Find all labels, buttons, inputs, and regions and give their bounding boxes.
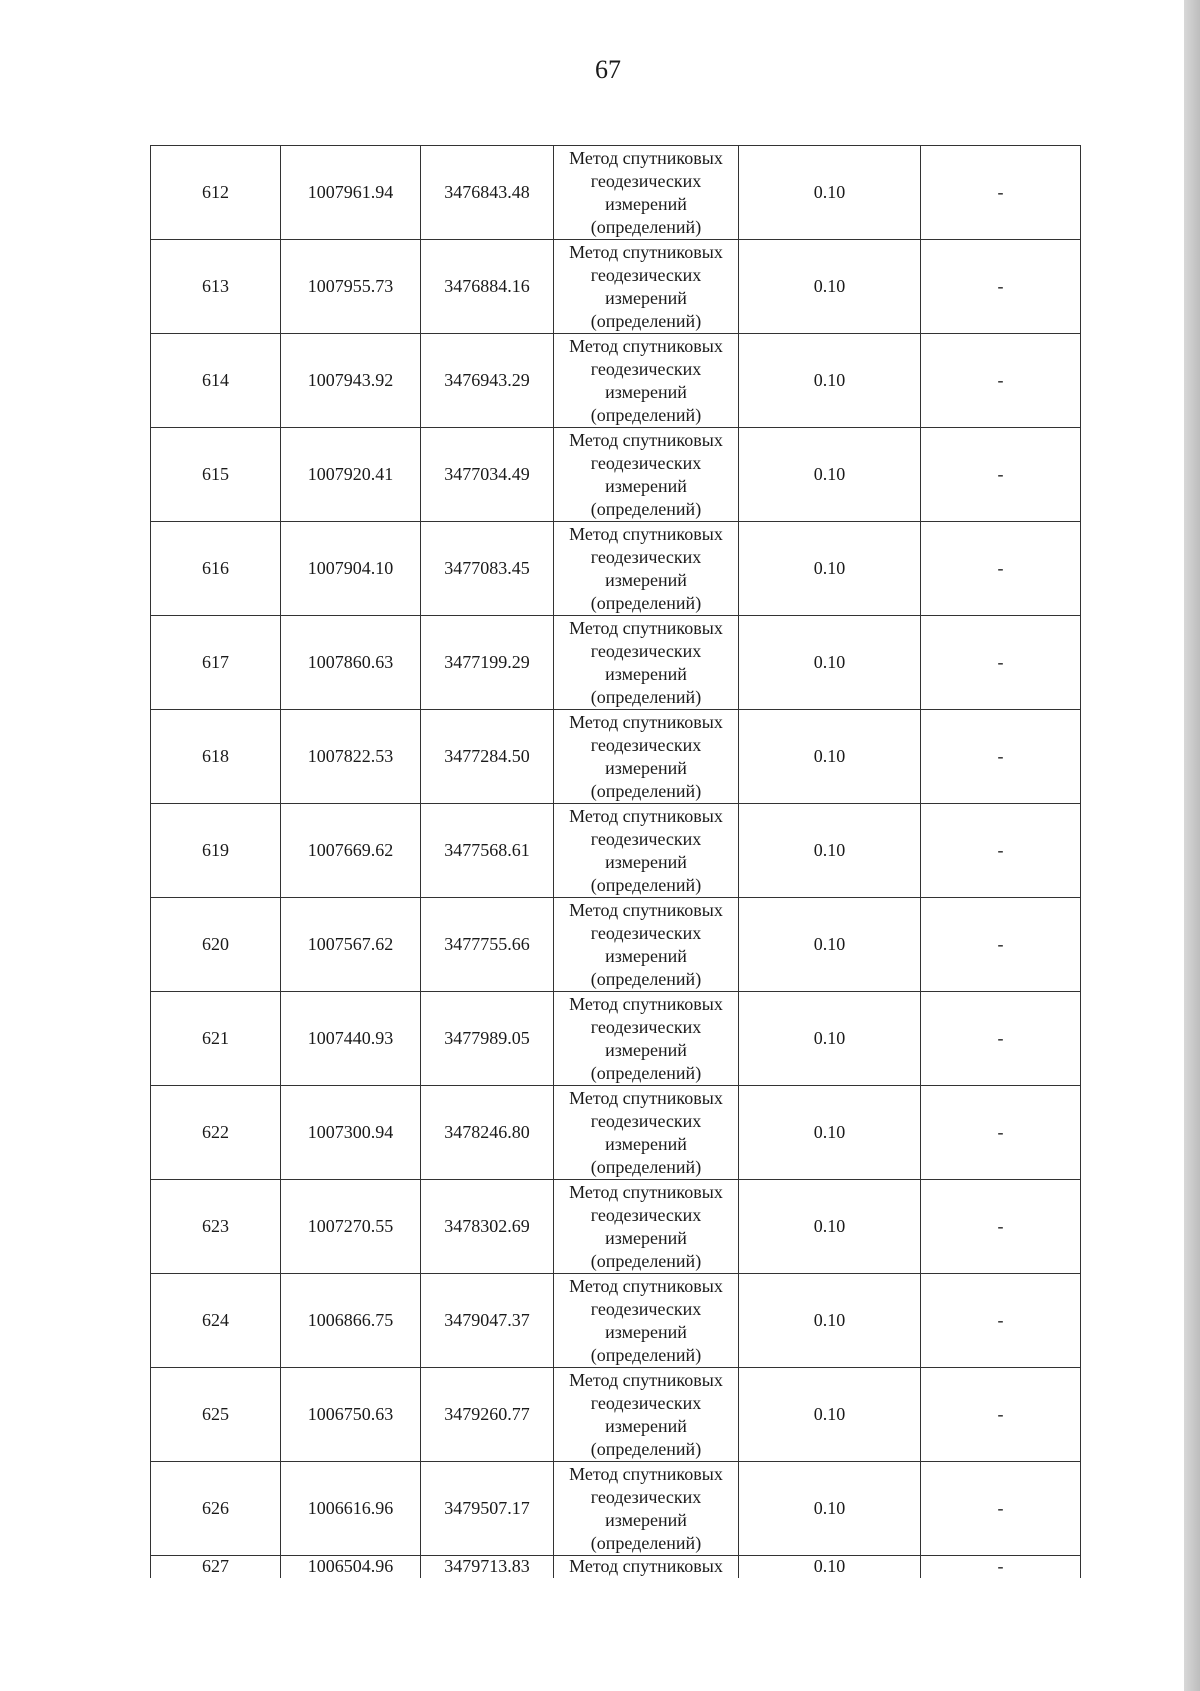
method-line: геодезических bbox=[590, 1110, 702, 1131]
accuracy-cell: 0.10 bbox=[739, 1086, 921, 1180]
accuracy-cell: 0.10 bbox=[739, 616, 921, 710]
method-cell bbox=[554, 992, 739, 1086]
method-line: геодезических bbox=[590, 264, 702, 285]
y-coordinate-cell: 3479507.17 bbox=[421, 1462, 554, 1556]
table-row bbox=[151, 1556, 1081, 1579]
method-cell bbox=[554, 1274, 739, 1368]
x-coordinate-cell: 1007943.92 bbox=[281, 334, 421, 428]
method-cell bbox=[554, 1368, 739, 1462]
method-line: измерений bbox=[605, 569, 687, 590]
method-line: (определений) bbox=[590, 216, 702, 237]
method-line: измерений bbox=[605, 1415, 687, 1436]
note-cell: - bbox=[921, 1274, 1081, 1368]
accuracy-cell: 0.10 bbox=[739, 146, 921, 240]
accuracy-cell: 0.10 bbox=[739, 804, 921, 898]
table-row bbox=[151, 1462, 1081, 1556]
table-row bbox=[151, 334, 1081, 428]
accuracy-cell: 0.10 bbox=[739, 522, 921, 616]
x-coordinate-cell: 1006750.63 bbox=[281, 1368, 421, 1462]
method-line: (определений) bbox=[590, 498, 702, 519]
method-line: Метод спутниковых bbox=[569, 711, 723, 732]
table-row bbox=[151, 428, 1081, 522]
point-number-cell: 615 bbox=[151, 428, 281, 522]
note-cell: - bbox=[921, 992, 1081, 1086]
point-number-cell: 625 bbox=[151, 1368, 281, 1462]
method-line: геодезических bbox=[590, 922, 702, 943]
method-line: геодезических bbox=[590, 828, 702, 849]
table-row bbox=[151, 1180, 1081, 1274]
method-line: Метод спутниковых bbox=[569, 1556, 723, 1576]
note-cell: - bbox=[921, 710, 1081, 804]
x-coordinate-cell: 1006866.75 bbox=[281, 1274, 421, 1368]
note-cell: - bbox=[921, 428, 1081, 522]
y-coordinate-cell: 3477083.45 bbox=[421, 522, 554, 616]
table-row bbox=[151, 1274, 1081, 1368]
point-number-cell: 613 bbox=[151, 240, 281, 334]
point-number-cell: 621 bbox=[151, 992, 281, 1086]
method-line: Метод спутниковых bbox=[569, 147, 723, 168]
method-line: Метод спутниковых bbox=[569, 993, 723, 1014]
y-coordinate-cell: 3479260.77 bbox=[421, 1368, 554, 1462]
method-cell bbox=[554, 710, 739, 804]
x-coordinate-cell: 1007955.73 bbox=[281, 240, 421, 334]
x-coordinate-cell: 1007961.94 bbox=[281, 146, 421, 240]
accuracy-cell: 0.10 bbox=[739, 1274, 921, 1368]
note-cell: - bbox=[921, 1180, 1081, 1274]
method-line: геодезических bbox=[590, 1016, 702, 1037]
table-row bbox=[151, 804, 1081, 898]
point-number-cell: 619 bbox=[151, 804, 281, 898]
x-coordinate-cell: 1006616.96 bbox=[281, 1462, 421, 1556]
accuracy-cell: 0.10 bbox=[739, 992, 921, 1086]
x-coordinate-cell: 1007440.93 bbox=[281, 992, 421, 1086]
table-row bbox=[151, 240, 1081, 334]
method-line: (определений) bbox=[590, 1532, 702, 1553]
table-body bbox=[151, 146, 1081, 1579]
method-line: (определений) bbox=[590, 1062, 702, 1083]
method-line: измерений bbox=[605, 1227, 687, 1248]
method-line: измерений bbox=[605, 287, 687, 308]
method-line: измерений bbox=[605, 1321, 687, 1342]
point-number-cell: 622 bbox=[151, 1086, 281, 1180]
table-row bbox=[151, 898, 1081, 992]
method-cell bbox=[554, 522, 739, 616]
note-cell: - bbox=[921, 1368, 1081, 1462]
method-line: геодезических bbox=[590, 640, 702, 661]
method-line: (определений) bbox=[590, 1156, 702, 1177]
method-line: Метод спутниковых bbox=[569, 523, 723, 544]
method-line: Метод спутниковых bbox=[569, 1181, 723, 1202]
method-line: измерений bbox=[605, 1133, 687, 1154]
method-line: Метод спутниковых bbox=[569, 899, 723, 920]
x-coordinate-cell: 1007669.62 bbox=[281, 804, 421, 898]
method-line: измерений bbox=[605, 193, 687, 214]
y-coordinate-cell: 3477284.50 bbox=[421, 710, 554, 804]
method-line: измерений bbox=[605, 381, 687, 402]
method-line: измерений bbox=[605, 663, 687, 684]
y-coordinate-cell: 3476943.29 bbox=[421, 334, 554, 428]
y-coordinate-cell: 3477989.05 bbox=[421, 992, 554, 1086]
method-cell bbox=[554, 1462, 739, 1556]
x-coordinate-cell: 1007567.62 bbox=[281, 898, 421, 992]
y-coordinate-cell: 3477199.29 bbox=[421, 616, 554, 710]
accuracy-cell: 0.10 bbox=[739, 1556, 921, 1579]
table-row bbox=[151, 616, 1081, 710]
method-line: геодезических bbox=[590, 452, 702, 473]
method-line: (определений) bbox=[590, 968, 702, 989]
method-line: Метод спутниковых bbox=[569, 335, 723, 356]
method-cell bbox=[554, 898, 739, 992]
note-cell: - bbox=[921, 240, 1081, 334]
coordinates-table bbox=[150, 145, 1081, 1578]
method-line: Метод спутниковых bbox=[569, 805, 723, 826]
accuracy-cell: 0.10 bbox=[739, 334, 921, 428]
point-number-cell: 614 bbox=[151, 334, 281, 428]
note-cell: - bbox=[921, 1556, 1081, 1579]
y-coordinate-cell: 3479047.37 bbox=[421, 1274, 554, 1368]
note-cell: - bbox=[921, 334, 1081, 428]
y-coordinate-cell: 3478246.80 bbox=[421, 1086, 554, 1180]
x-coordinate-cell: 1006504.96 bbox=[281, 1556, 421, 1579]
scan-edge bbox=[1184, 0, 1200, 1691]
point-number-cell: 617 bbox=[151, 616, 281, 710]
method-line: геодезических bbox=[590, 1298, 702, 1319]
method-line: (определений) bbox=[590, 874, 702, 895]
page-number: 67 bbox=[595, 55, 621, 84]
table-row bbox=[151, 1086, 1081, 1180]
accuracy-cell: 0.10 bbox=[739, 1368, 921, 1462]
table-row bbox=[151, 1368, 1081, 1462]
point-number-cell: 620 bbox=[151, 898, 281, 992]
y-coordinate-cell: 3478302.69 bbox=[421, 1180, 554, 1274]
method-line: (определений) bbox=[590, 1344, 702, 1365]
method-line: (определений) bbox=[590, 1250, 702, 1271]
note-cell: - bbox=[921, 804, 1081, 898]
note-cell: - bbox=[921, 1086, 1081, 1180]
accuracy-cell: 0.10 bbox=[739, 710, 921, 804]
point-number-cell: 626 bbox=[151, 1462, 281, 1556]
method-line: (определений) bbox=[590, 310, 702, 331]
point-number-cell: 618 bbox=[151, 710, 281, 804]
x-coordinate-cell: 1007270.55 bbox=[281, 1180, 421, 1274]
method-line: измерений bbox=[605, 945, 687, 966]
accuracy-cell: 0.10 bbox=[739, 240, 921, 334]
note-cell: - bbox=[921, 146, 1081, 240]
method-line: Метод спутниковых bbox=[569, 1369, 723, 1390]
y-coordinate-cell: 3476843.48 bbox=[421, 146, 554, 240]
note-cell: - bbox=[921, 522, 1081, 616]
method-line: измерений bbox=[605, 475, 687, 496]
method-line: (определений) bbox=[590, 404, 702, 425]
table-row bbox=[151, 992, 1081, 1086]
method-cell bbox=[554, 1086, 739, 1180]
method-cell bbox=[554, 334, 739, 428]
method-line: (определений) bbox=[590, 686, 702, 707]
method-cell bbox=[554, 428, 739, 522]
y-coordinate-cell: 3479713.83 bbox=[421, 1556, 554, 1579]
method-line: (определений) bbox=[590, 1438, 702, 1459]
method-cell bbox=[554, 1180, 739, 1274]
method-line: Метод спутниковых bbox=[569, 429, 723, 450]
accuracy-cell: 0.10 bbox=[739, 1462, 921, 1556]
method-line: (определений) bbox=[590, 780, 702, 801]
method-line: геодезических bbox=[590, 546, 702, 567]
x-coordinate-cell: 1007920.41 bbox=[281, 428, 421, 522]
y-coordinate-cell: 3477755.66 bbox=[421, 898, 554, 992]
method-line: геодезических bbox=[590, 1204, 702, 1225]
method-line: Метод спутниковых bbox=[569, 241, 723, 262]
note-cell: - bbox=[921, 1462, 1081, 1556]
point-number-cell: 616 bbox=[151, 522, 281, 616]
table-row bbox=[151, 710, 1081, 804]
method-line: измерений bbox=[605, 1039, 687, 1060]
y-coordinate-cell: 3477568.61 bbox=[421, 804, 554, 898]
method-line: геодезических bbox=[590, 734, 702, 755]
x-coordinate-cell: 1007822.53 bbox=[281, 710, 421, 804]
y-coordinate-cell: 3476884.16 bbox=[421, 240, 554, 334]
method-cell bbox=[554, 804, 739, 898]
method-line: измерений bbox=[605, 1509, 687, 1530]
method-line: измерений bbox=[605, 851, 687, 872]
point-number-cell: 627 bbox=[151, 1556, 281, 1579]
method-line: геодезических bbox=[590, 1486, 702, 1507]
accuracy-cell: 0.10 bbox=[739, 428, 921, 522]
method-cell bbox=[554, 1556, 739, 1579]
accuracy-cell: 0.10 bbox=[739, 1180, 921, 1274]
method-line: Метод спутниковых bbox=[569, 1463, 723, 1484]
table-row bbox=[151, 146, 1081, 240]
x-coordinate-cell: 1007300.94 bbox=[281, 1086, 421, 1180]
table-row bbox=[151, 522, 1081, 616]
x-coordinate-cell: 1007860.63 bbox=[281, 616, 421, 710]
note-cell: - bbox=[921, 898, 1081, 992]
accuracy-cell: 0.10 bbox=[739, 898, 921, 992]
point-number-cell: 624 bbox=[151, 1274, 281, 1368]
method-cell bbox=[554, 146, 739, 240]
method-cell bbox=[554, 240, 739, 334]
method-line: геодезических bbox=[590, 358, 702, 379]
note-cell: - bbox=[921, 616, 1081, 710]
method-line: измерений bbox=[605, 757, 687, 778]
method-cell bbox=[554, 616, 739, 710]
method-line: геодезических bbox=[590, 1392, 702, 1413]
method-line: Метод спутниковых bbox=[569, 617, 723, 638]
method-line: Метод спутниковых bbox=[569, 1275, 723, 1296]
method-line: (определений) bbox=[590, 592, 702, 613]
method-line: геодезических bbox=[590, 170, 702, 191]
point-number-cell: 623 bbox=[151, 1180, 281, 1274]
y-coordinate-cell: 3477034.49 bbox=[421, 428, 554, 522]
point-number-cell: 612 bbox=[151, 146, 281, 240]
x-coordinate-cell: 1007904.10 bbox=[281, 522, 421, 616]
method-line: Метод спутниковых bbox=[569, 1087, 723, 1108]
